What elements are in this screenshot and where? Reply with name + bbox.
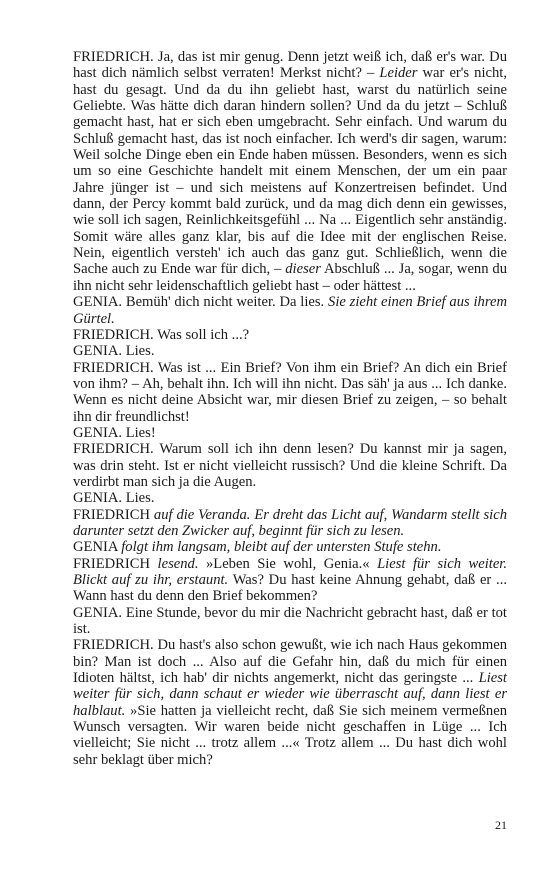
dialogue-text: FRIEDRICH. Ja, das ist mir genug. Denn jetzt weiß ich, daß er's war. Du hast dich nämlich selbst verraten! Merkst nicht? – — [73, 49, 507, 82]
paragraph — [73, 425, 507, 441]
dialogue-text: FRIEDRICH. Was ist ... Ein Brief? Von ihm ein Brief? An dich ein Brief von ihm? – Ah, behalt ihn. Ich will ihn nicht. Das säh' ja aus ... Ich danke. Wenn es nicht deine Absicht war, mir diesen Brief zu zeigen, – so behalt ihn dir freundlichst! — [73, 359, 507, 425]
dialogue-text: GENIA. Eine Stunde, bevor du mir die Nachricht gebracht hast, daß er tot ist. — [73, 604, 507, 638]
paragraph — [73, 327, 507, 343]
dialogue-text: Was? Du hast keine Ahnung gehabt, daß er ... Wann hast du denn den Brief bekommen? — [73, 572, 507, 605]
stage-direction: Sie zieht einen Brief aus ihrem Gürtel. — [73, 294, 507, 327]
paragraph — [73, 294, 507, 327]
page-text — [73, 49, 507, 768]
stage-direction: Liest für sich weiter. Blickt auf zu ihr, erstaunt. — [73, 555, 508, 588]
dialogue-text: FRIEDRICH — [73, 555, 158, 572]
paragraph — [73, 539, 507, 555]
dialogue-text: GENIA — [73, 539, 122, 556]
dialogue-text: war er's nicht, hast du gesagt. Und da du ihn geliebt hast, warst du natürlich seine Geliebte. Was hätte dich daran hindern sollen? Und da du jetzt – Schluß gemacht hast, hat er sich eben umgebracht. Sehr einfach. Und warum du Schluß gemacht hast, das ist noch einfacher. Ich werd's dir sagen, warum: Weil solche Dinge eben ein Ende haben müssen. Besonders, wenn es sich um so eine Geschichte handelt mit einem Menschen, der um ein paar Jahre jünger ist – und sich meistens auf Konzertreisen befindet. Und dann, der Percy kommt bald zurück, und da mag dich denn ein gewisses, wie soll ich sagen, Reinlichkeitsgefühl ... Na ... Eigentlich sehr anständig. Somit wäre alles ganz klar, bis auf die Idee mit der englischen Reise. Nein, eigentlich versteh' ich auch das ganz gut. Schließlich, wenn die Sache auch zu Ende war für dich, – — [73, 65, 507, 278]
paragraph — [73, 605, 507, 638]
dialogue-text: FRIEDRICH. Warum soll ich ihn denn lesen? Du kannst mir ja sagen, was drin steht. Ist er nicht vielleicht russisch? Und die kleine Schrift. Da verdirbt man sich ja die Augen. — [73, 441, 507, 490]
dialogue-text: FRIEDRICH — [73, 506, 154, 523]
dialogue-text: GENIA. Bemüh' dich nicht weiter. Da lies. — [73, 294, 329, 311]
paragraph — [73, 637, 507, 768]
stage-direction: folgt ihm langsam, bleibt auf der untersten Stufe stehn. — [121, 539, 442, 556]
stage-direction: dieser — [285, 261, 321, 278]
paragraph — [73, 441, 507, 490]
dialogue-text: GENIA. Lies. — [73, 343, 155, 360]
dialogue-text: Abschluß ... Ja, sogar, wenn du ihn nicht sehr leidenschaftlich geliebt hast – oder hättest ... — [73, 261, 507, 294]
paragraph — [73, 49, 507, 294]
dialogue-text: GENIA. Lies! — [73, 424, 156, 441]
paragraph — [73, 556, 507, 605]
paragraph — [73, 507, 507, 540]
dialogue-text: FRIEDRICH. Was soll ich ...? — [73, 326, 250, 343]
dialogue-text: GENIA. Lies. — [73, 490, 155, 507]
dialogue-text: »Sie hatten ja vielleicht recht, daß Sie sich meinem vermeßnen Wunsch versagten. Wir waren beide nicht geschaffen in Lüge ... Ich vielleicht; Sie nicht ... trotz allem ...« Trotz allem ... Du hast dich wohl sehr beklagt über mich? — [73, 702, 507, 768]
paragraph — [73, 490, 507, 506]
stage-direction: auf die Veranda. Er dreht das Licht auf, Wandarm stellt sich darunter setzt den Zwicker auf, beginnt für sich zu lesen. — [73, 506, 507, 539]
paragraph — [73, 360, 507, 425]
stage-direction: Leider — [379, 65, 418, 82]
dialogue-text: »Leben Sie wohl, Genia.« — [198, 555, 378, 572]
stage-direction: Liest weiter für sich, dann schaut er wieder wie überrascht auf, dann liest er halblaut. — [73, 670, 507, 719]
paragraph — [73, 343, 507, 359]
stage-direction: lesend. — [157, 555, 199, 572]
page-number: 21 — [495, 818, 507, 832]
dialogue-text: FRIEDRICH. Du hast's also schon gewußt, wie ich nach Haus gekommen bin? Man ist doch ... Also auf die Gefahr hin, daß du mich für einen Idioten hältst, ich hab' dir nichts angemerkt, nicht das geringste ... — [73, 637, 507, 687]
